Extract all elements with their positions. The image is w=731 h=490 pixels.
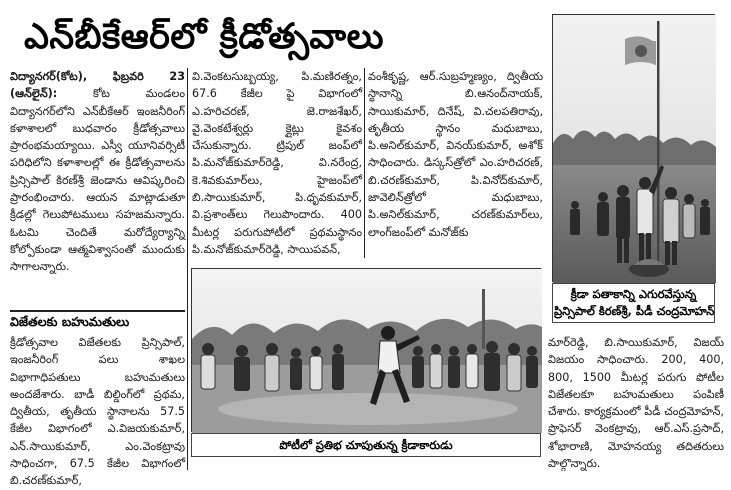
column-divider xyxy=(187,68,188,470)
article-column-1 xyxy=(10,68,185,304)
dateline: విద్యానగర్(కోట), ఫిబ్రవరి 23 (ఆన్‌లైన్): xyxy=(10,70,185,101)
article-column-2: వి.వెంకటసుబ్బయ్య, పి.మణిరత్నం, 67.6 కేజీల పై విభాగంలో ఎ.హరిచరణ్, జె.రాజశేఖర్, వై.వెంకటేశ్వర్లు క్లైట్లు కైవశం చేసుకున్నారు. ట్రిపుల్ జంప్‌లో పి.మనోజ్‌కుమార్‌రెడ్డి, వి.నరేంద్ర, కె.శివకుమార్‌లు, హైజంప్‌లో బి.సాయికుమార్, పి.ధృవకుమార్, వి.ప్రశాంత్‌లు గెలుపొందారు. 400 మీటర్ల పరుగుపోటీలో ప్రథమస్థానం పి.మనోజ్‌కుమార్‌రెడ్డి, సాయిపవన్, xyxy=(192,70,362,256)
photo-flag-raising xyxy=(552,14,715,282)
subheading: విజేతలకు బహుమతులు xyxy=(10,310,185,330)
article-column-3: వంశీకృష్ణ, ఆర్.సుబ్రహ్మణ్యం, ద్వితీయ స్థానాన్ని బి.ఆనంద్‌నాయక్, సాయికుమార్, దినేష్, వి.చలపతిరావు, తృతీయ స్థానం మధుబాబు, పి.అనిల్‌కుమార్, వినయ్‌కుమార్, అశోక్ సాధించారు. డిస్కస్‌త్రోలో ఎం.హరిచరణ్, బి.చరణ్‌కుమార్, పి.వినోద్‌కుమార్, జావెలిన్‌త్రోలో మధుబాబు, పి.అనిల్‌కుమార్, చరణ్‌కుమార్‌లు, లాంగ్‌జంప్‌లో మనోజ్‌కు xyxy=(368,70,543,239)
article-column-1-winners: క్రీడోత్సవాల విజేతలకు ప్రిన్సిపాల్, ఇంజనీరింగ్ పలు శాఖల విభాగాధిపతులు బహుమతులు అందజేశారు. బాడీ బిల్డింగ్‌లో ప్రథమ, ద్వితీయ, తృతీయ స్థానాలను 57.5 కేజీల విభాగంలో ఎ.విజయకుమార్, ఎన్.సాయికుమార్, ఎం.వెంకట్రావు సాధించగా, 67.5 కేజీల విభాగంలో బి.చరణ్‌కుమార్, xyxy=(10,336,185,488)
flag-caption-line-1: క్రీడా పతాకాన్ని ఎగురవేస్తున్న xyxy=(570,287,697,301)
sports-field-image xyxy=(192,269,542,433)
field-caption: పోటీలో ప్రతిభ చూపుతున్న క్రీడాకారుడు xyxy=(279,438,453,452)
flag-raising-image xyxy=(553,15,716,283)
article-paragraph: కోట మండలం విద్యానగర్‌లోని ఎన్‌బీకేఆర్ ఇంజనీరింగ్ కళాశాలలో బుధవారం క్రీడోత్సవాలు ప్రారంభమయ్యాయి. ఎస్వీ యూనివర్సిటీ పరిధిలోని కళాశాలల్లో ఈ క్రీడోత్సవాలను ప్రిన్సిపాల్ కిరణ్‌శ్రీ జెండాను ఆవిష్కరించి ప్రారంభించారు. ఆయన మాట్లాడుతూ క్రీడల్లో గెలుపోటములు సహజమన్నారు. ఓటమి చెందితే మరోద్యేర్యాన్ని కోల్పోకుండా ఆత్మవిశ్వాసంతో ముందుకు సాగాలన్నారు. xyxy=(10,87,185,274)
photo-sports-field xyxy=(191,268,541,432)
flag-caption-line-2: ప్రిన్సిపాల్ కిరణ్‌శ్రీ, పీడీ చంద్రమోహన్ xyxy=(554,304,715,318)
article-column-4: మార్‌రెడ్డి, బి.సాయికుమార్, విజయ్ విజయం సాధించారు. 200, 400, 800, 1500 మీటర్ల పరుగు పోటీల విజేతలకూ బహుమతులు పంపిణీ చేశారు. కార్యక్రమంలో పీడీ చంద్రమోహన్, ప్రొఫెసర్ వెంకట్రావు, ఆర్.ఎస్.ప్రసాద్, శోభారాణి, మోహనయ్య తదితరులు పాల్గొన్నారు. xyxy=(548,336,724,471)
column-divider xyxy=(364,68,365,258)
headline: ఎన్‌బీకేఆర్‌లో క్రీడోత్సవాలు xyxy=(24,17,385,57)
